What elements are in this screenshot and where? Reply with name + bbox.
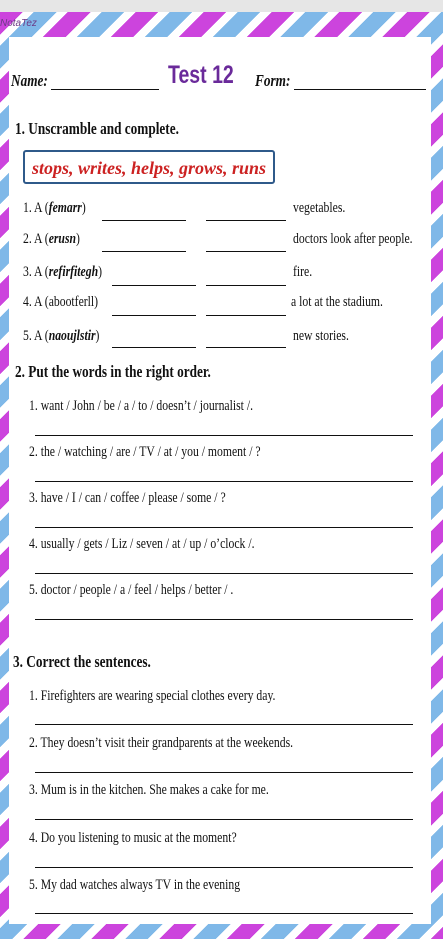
word-bank: stops, writes, helps, grows, runs (31, 158, 267, 178)
s3-answer-line-3[interactable] (35, 819, 413, 820)
s1-item-4-blank-1[interactable] (112, 315, 196, 316)
s2-item-2: 2. the / watching / are / TV / at / you / moment / ? (29, 444, 261, 460)
watermark: NotaTez (0, 18, 37, 29)
s3-item-4: 4. Do you listening to music at the moment? (29, 830, 237, 846)
s2-answer-line-3[interactable] (35, 527, 413, 528)
s2-item-3: 3. have / I / can / coffee / please / some / ? (29, 490, 226, 506)
s2-item-1: 1. want / John / be / a / to / doesn’t / journalist /. (29, 398, 254, 414)
s1-item-2-prompt: 2. A (erusn) (23, 231, 80, 247)
s1-item-5-blank-2[interactable] (206, 347, 286, 348)
form-blank[interactable] (294, 89, 426, 90)
worksheet-page (9, 37, 431, 924)
s1-item-1-completion: vegetables. (293, 200, 346, 216)
section1-title: 1. Unscramble and complete. (15, 119, 179, 138)
s1-item-1-blank-2[interactable] (206, 220, 286, 221)
s2-answer-line-4[interactable] (35, 573, 413, 574)
s3-answer-line-4[interactable] (35, 867, 413, 868)
s1-item-5-prompt: 5. A (naoujlstir) (23, 328, 100, 344)
s1-item-4-prompt: 4. A (abootferll) (23, 294, 99, 310)
page-title: Test 12 (168, 61, 234, 89)
s1-item-4-blank-2[interactable] (206, 315, 286, 316)
s3-item-1: 1. Firefighters are wearing special clothes every day. (29, 688, 276, 704)
s1-item-3-blank-2[interactable] (206, 285, 286, 286)
s1-item-2-blank-1[interactable] (102, 251, 186, 252)
s1-item-1-blank-1[interactable] (102, 220, 186, 221)
s2-item-5: 5. doctor / people / a / feel / helps / better / . (29, 582, 234, 598)
form-label: Form: (255, 71, 291, 90)
name-blank[interactable] (51, 89, 159, 90)
s2-answer-line-5[interactable] (35, 619, 413, 620)
s3-item-2: 2. They doesn’t visit their grandparents at the weekends. (29, 735, 294, 751)
word-bank-box (23, 150, 275, 184)
s3-answer-line-5[interactable] (35, 913, 413, 914)
s1-item-2-completion: doctors look after people. (293, 231, 413, 247)
s1-item-4-completion: a lot at the stadium. (291, 294, 383, 310)
s2-answer-line-2[interactable] (35, 481, 413, 482)
s2-item-4: 4. usually / gets / Liz / seven / at / up / o’clock /. (29, 536, 255, 552)
name-label: Name: (11, 71, 48, 90)
top-bar (0, 0, 443, 12)
s3-item-5: 5. My dad watches always TV in the evening (29, 877, 241, 893)
s1-item-3-completion: fire. (293, 264, 313, 280)
section3-title: 3. Correct the sentences. (13, 652, 151, 671)
s1-item-1-prompt: 1. A (femarr) (23, 200, 86, 216)
s2-answer-line-1[interactable] (35, 435, 413, 436)
s1-item-5-completion: new stories. (293, 328, 349, 344)
s3-item-3: 3. Mum is in the kitchen. She makes a cake for me. (29, 782, 269, 798)
s3-answer-line-2[interactable] (35, 772, 413, 773)
s1-item-2-blank-2[interactable] (206, 251, 286, 252)
s3-answer-line-1[interactable] (35, 724, 413, 725)
section2-title: 2. Put the words in the right order. (15, 362, 211, 381)
s1-item-3-blank-1[interactable] (112, 285, 196, 286)
s1-item-3-prompt: 3. A (refirfitegh) (23, 264, 102, 280)
s1-item-5-blank-1[interactable] (112, 347, 196, 348)
